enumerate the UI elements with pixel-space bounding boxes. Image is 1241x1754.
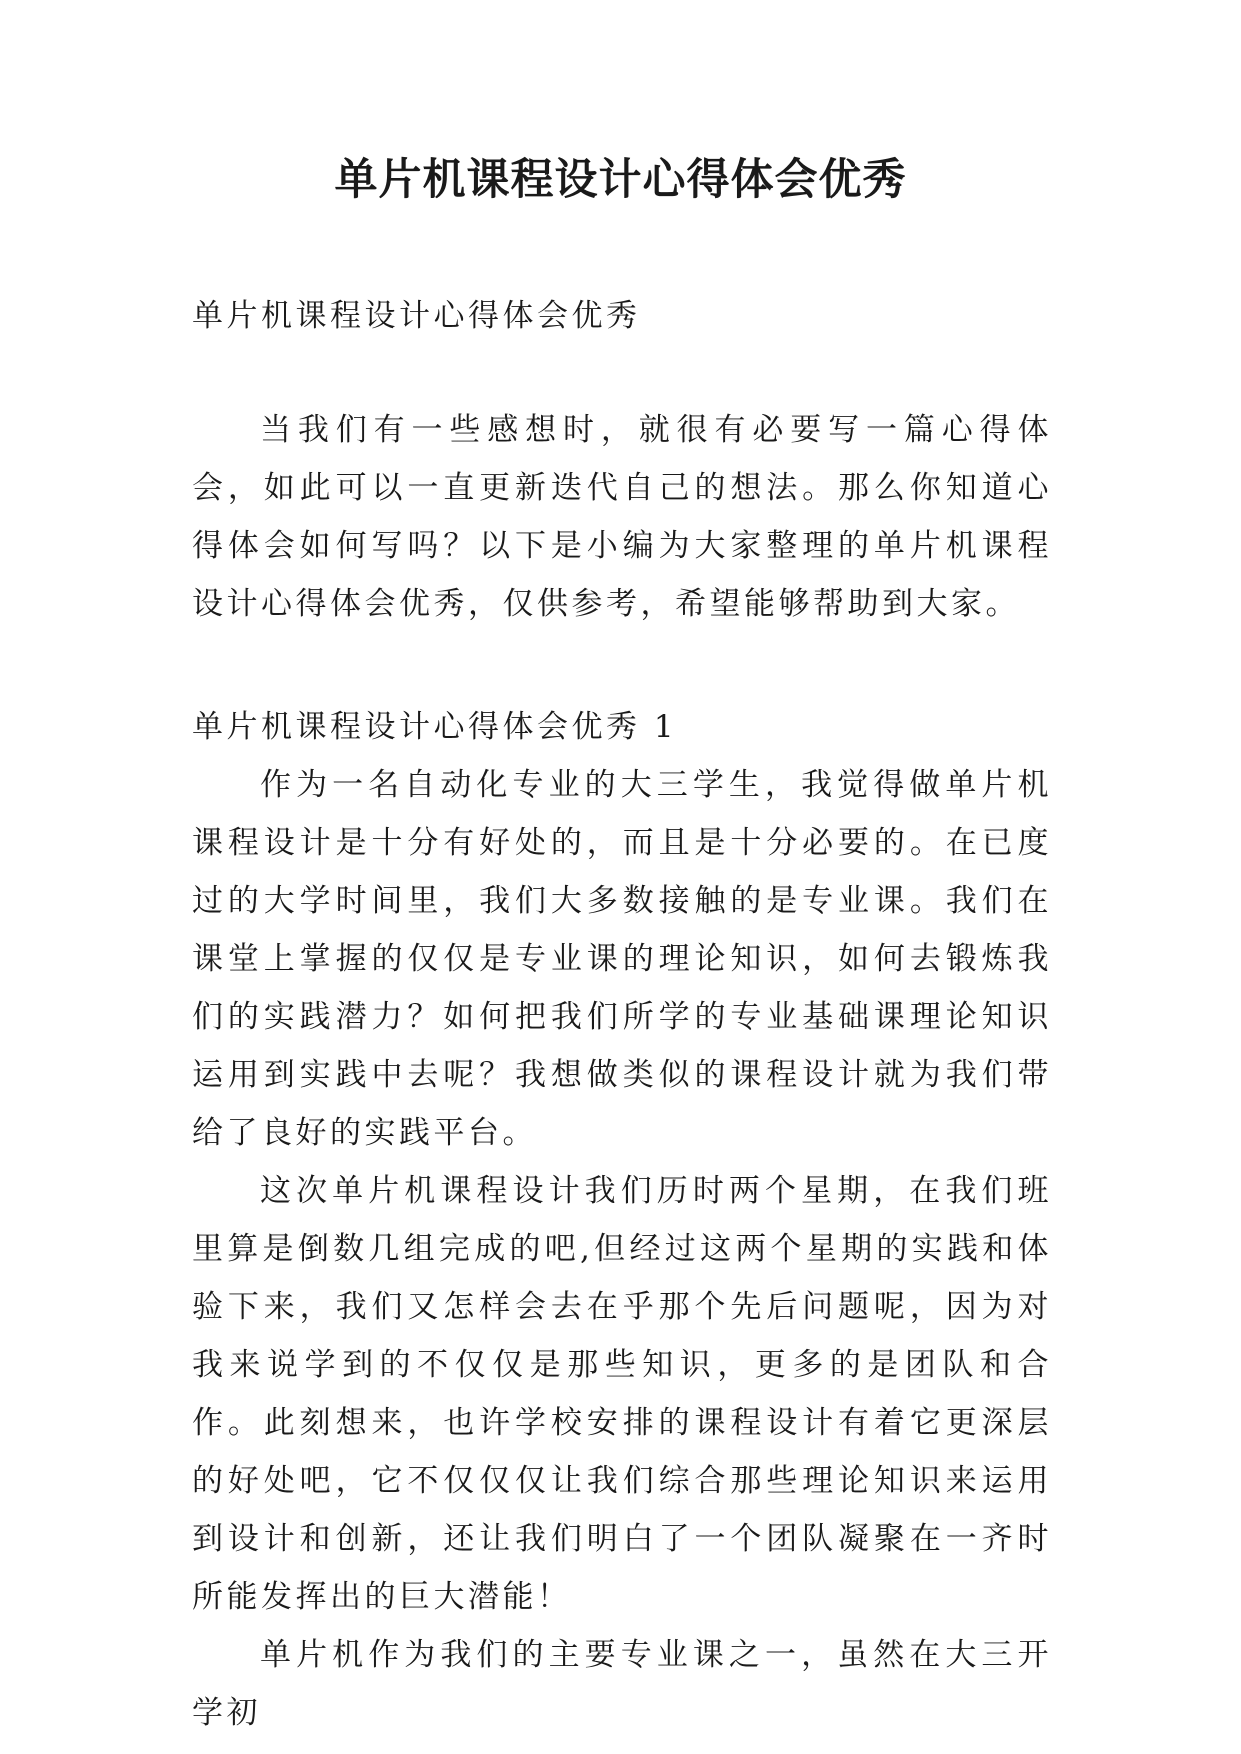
document-subtitle: 单片机课程设计心得体会优秀: [192, 298, 641, 334]
body-paragraph: 作为一名自动化专业的大三学生，我觉得做单片机课程设计是十分有好处的，而且是十分必要的。在已度过的大学时间里，我们大多数接触的是专业课。我们在课堂上掌握的仅仅是专业课的理论知识，如何去锻炼我们的实践潜力？如何把我们所学的专业基础课理论知识运用到实践中去呢？我想做类似的课程设计就为我们带给了良好的实践平台。: [192, 767, 1052, 1151]
section-heading: 单片机课程设计心得体会优秀 1: [192, 709, 678, 745]
body-paragraph: 单片机作为我们的主要专业课之一，虽然在大三开学初: [192, 1637, 1052, 1731]
document-title: 单片机课程设计心得体会优秀: [334, 155, 907, 205]
section-body: [192, 756, 1052, 1742]
body-paragraph: 这次单片机课程设计我们历时两个星期，在我们班里算是倒数几组完成的吧,但经过这两个星期的实践和体验下来，我们又怎样会去在乎那个先后问题呢，因为对我来说学到的不仅仅是那些知识，更多的是团队和合作。此刻想来，也许学校安排的课程设计有着它更深层的好处吧，它不仅仅仅让我们综合那些理论知识来运用到设计和创新，还让我们明白了一个团队凝聚在一齐时所能发挥出的巨大潜能！: [192, 1173, 1052, 1615]
intro-paragraph: 当我们有一些感想时，就很有必要写一篇心得体会，如此可以一直更新迭代自己的想法。那么你知道心得体会如何写吗？以下是小编为大家整理的单片机课程设计心得体会优秀，仅供参考，希望能够帮助到大家。: [192, 412, 1052, 622]
